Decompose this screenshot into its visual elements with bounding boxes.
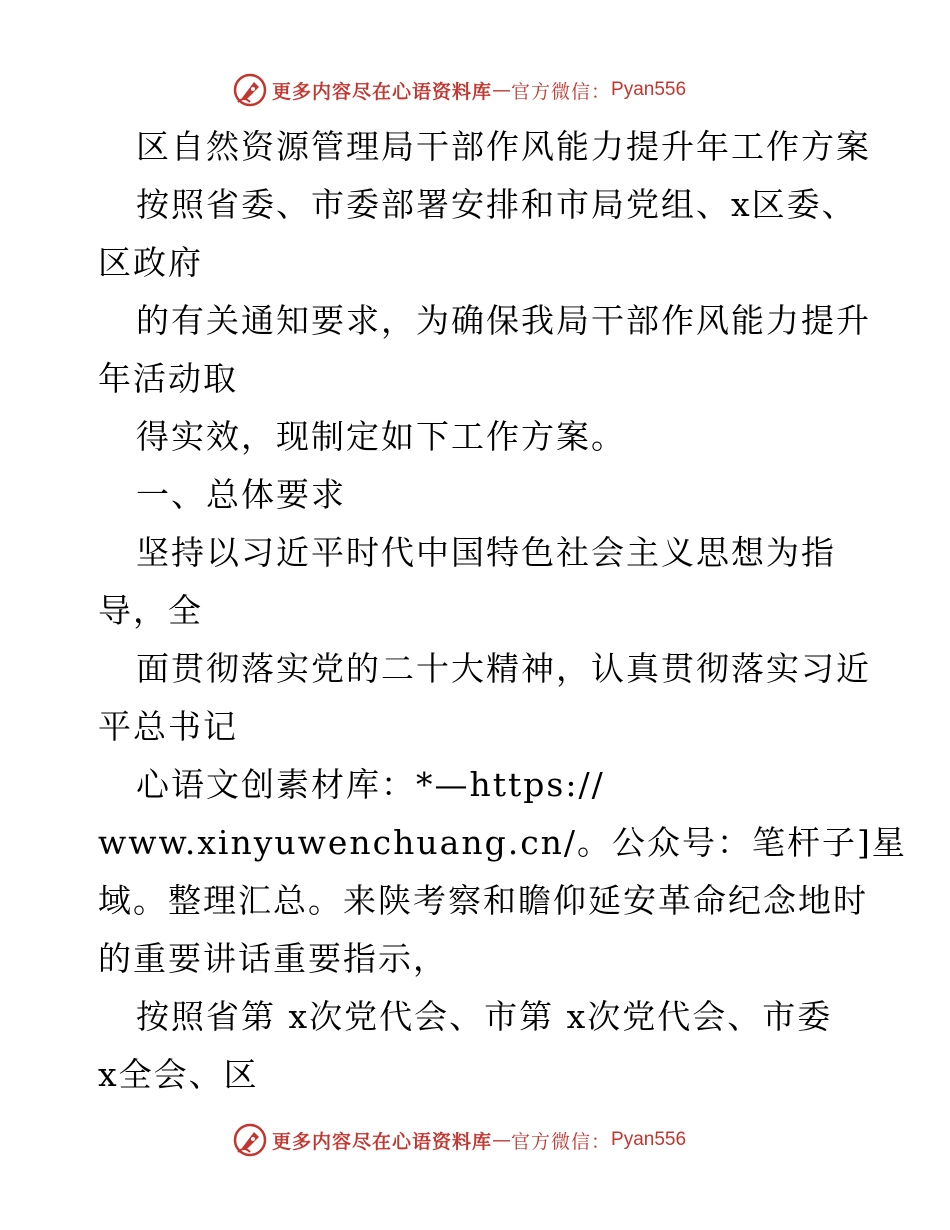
- watermark-wechat-label: 官方微信：: [511, 1130, 612, 1153]
- text-line: 按照省第 x次党代会、市第 x次党代会、市委: [136, 997, 833, 1036]
- text-line: 得实效，现制定如下工作方案。: [136, 417, 626, 456]
- pen-nib-icon: [232, 1122, 268, 1158]
- watermark-wechat-id: Pyan556: [611, 1129, 687, 1150]
- text-line: 导，全: [98, 591, 203, 630]
- pen-nib-icon: [232, 72, 268, 108]
- text-line: 域。整理汇总。来陕考察和瞻仰延安革命纪念地时: [98, 881, 868, 920]
- watermark-wechat-id: Pyan556: [611, 79, 687, 100]
- header-watermark: [232, 70, 686, 110]
- text-line: 年活动取: [98, 359, 238, 398]
- watermark-dash: —: [492, 1129, 512, 1151]
- text-line: 区政府: [98, 243, 203, 282]
- text-line: 一、总体要求: [136, 475, 346, 514]
- text-line: 区自然资源管理局干部作风能力提升年工作方案: [136, 127, 871, 166]
- footer-watermark: [232, 1120, 686, 1160]
- document-body: [98, 118, 907, 1104]
- text-line: 按照省委、市委部署安排和市局党组、x区委、: [136, 185, 857, 224]
- text-line: 的有关通知要求，为确保我局干部作风能力提升: [136, 301, 871, 340]
- text-line: 心语文创素材库：*—https://: [136, 765, 605, 804]
- watermark-wechat-label: 官方微信：: [511, 80, 612, 103]
- text-line: x全会、区: [98, 1055, 259, 1094]
- watermark-dash: —: [492, 79, 512, 101]
- text-line: www.xinyuwenchuang.cn/。公众号：笔杆子]星: [98, 823, 907, 862]
- watermark-promo-text: 更多内容尽在心语资料库: [272, 80, 493, 103]
- text-line: 平总书记: [98, 707, 238, 746]
- text-line: 的重要讲话重要指示，: [98, 939, 448, 978]
- text-line: 面贯彻落实党的二十大精神，认真贯彻落实习近: [136, 649, 871, 688]
- watermark-promo-text: 更多内容尽在心语资料库: [272, 1130, 493, 1153]
- text-line: 坚持以习近平时代中国特色社会主义思想为指: [136, 533, 836, 572]
